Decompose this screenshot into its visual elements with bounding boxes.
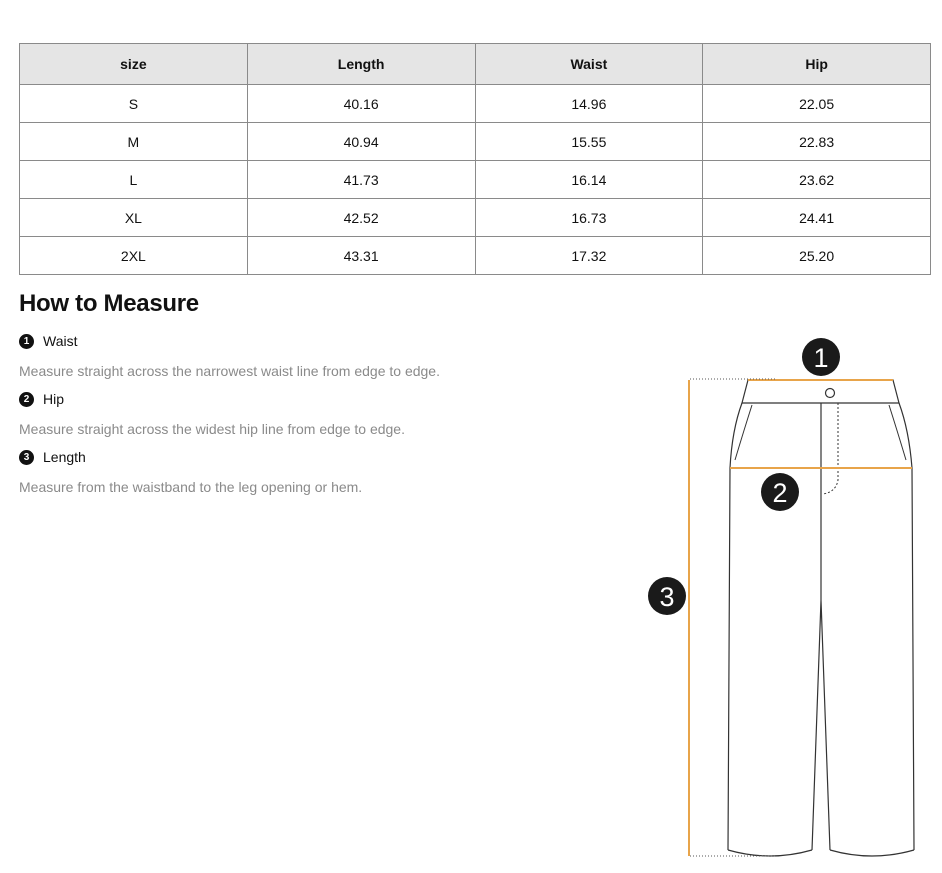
table-row xyxy=(20,161,931,199)
table-cell: 42.52 xyxy=(247,199,475,237)
table-cell: S xyxy=(20,85,248,123)
table-cell: 16.73 xyxy=(475,199,703,237)
measure-item-length xyxy=(19,449,86,465)
svg-text:1: 1 xyxy=(813,343,829,373)
pants-diagram xyxy=(640,330,930,865)
marker-three xyxy=(648,577,686,615)
table-cell: L xyxy=(20,161,248,199)
table-row xyxy=(20,123,931,161)
table-cell: 24.41 xyxy=(703,199,931,237)
number-two-icon: 2 xyxy=(19,392,34,407)
svg-text:2: 2 xyxy=(772,478,788,508)
measure-label-waist: Waist xyxy=(43,333,78,349)
header-waist: Waist xyxy=(475,44,703,85)
table-cell: 41.73 xyxy=(247,161,475,199)
table-cell: 16.14 xyxy=(475,161,703,199)
number-three-icon: 3 xyxy=(19,450,34,465)
table-header-row xyxy=(20,44,931,85)
number-one-icon: 1 xyxy=(19,334,34,349)
measure-item-hip xyxy=(19,391,64,407)
how-to-measure-title: How to Measure xyxy=(19,290,199,317)
header-size: size xyxy=(20,44,248,85)
table-cell: 22.83 xyxy=(703,123,931,161)
header-length: Length xyxy=(247,44,475,85)
header-hip: Hip xyxy=(703,44,931,85)
table-row xyxy=(20,85,931,123)
table-cell: 40.94 xyxy=(247,123,475,161)
svg-text:3: 3 xyxy=(659,582,675,612)
measure-item-waist xyxy=(19,333,77,349)
measure-desc-length: Measure from the waistband to the leg opening or hem. xyxy=(19,479,363,495)
size-chart-table xyxy=(19,43,931,275)
measure-desc-waist: Measure straight across the narrowest waist line from edge to edge. xyxy=(19,363,440,379)
pants-outline xyxy=(728,380,914,856)
marker-two xyxy=(761,473,799,511)
table-cell: 15.55 xyxy=(475,123,703,161)
table-cell: 23.62 xyxy=(703,161,931,199)
table-cell: 43.31 xyxy=(247,237,475,275)
table-cell: 40.16 xyxy=(247,85,475,123)
marker-one xyxy=(802,338,840,376)
measure-label-hip: Hip xyxy=(43,391,65,407)
table-cell: 2XL xyxy=(20,237,248,275)
table-cell: 14.96 xyxy=(475,85,703,123)
table-row xyxy=(20,237,931,275)
table-cell: 25.20 xyxy=(703,237,931,275)
table-cell: 22.05 xyxy=(703,85,931,123)
measurement-lines xyxy=(689,379,912,856)
table-cell: XL xyxy=(20,199,248,237)
measure-label-length: Length xyxy=(43,449,86,465)
measure-desc-hip: Measure straight across the widest hip line from edge to edge. xyxy=(19,421,405,437)
table-row xyxy=(20,199,931,237)
table-cell: 17.32 xyxy=(475,237,703,275)
table-cell: M xyxy=(20,123,248,161)
